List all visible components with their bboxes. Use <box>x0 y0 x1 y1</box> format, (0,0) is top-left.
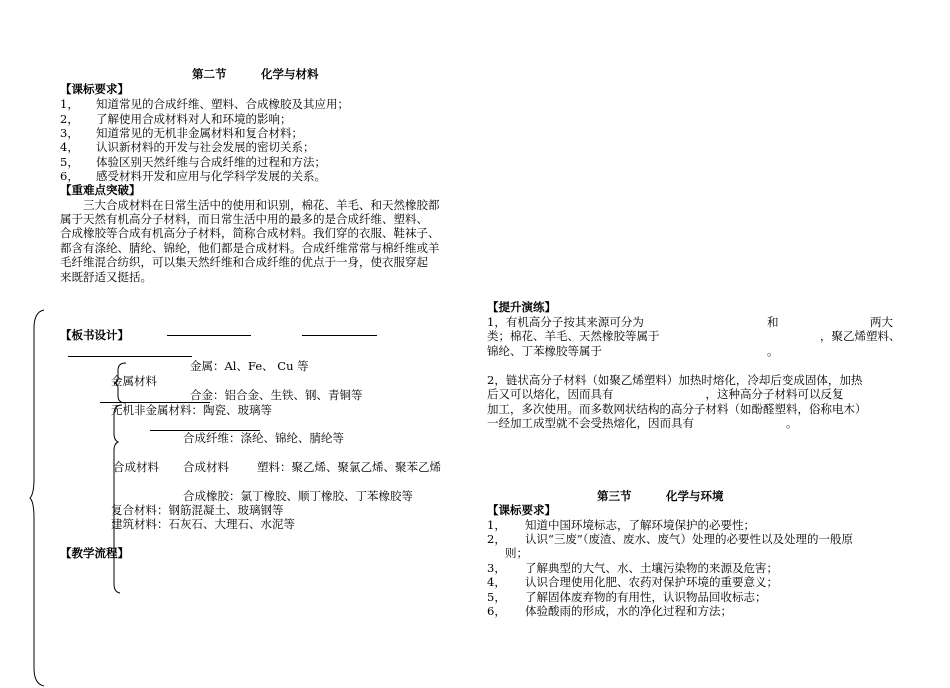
list-item: 3， 知道常见的无机非金属材料和复合材料； <box>60 126 303 140</box>
list-item: 1， 知道常见的合成纤维、塑料、合成橡胶及其应用； <box>60 97 349 111</box>
q1-line3-text: 锦纶、丁苯橡胶等属于 <box>487 344 602 358</box>
list-item: 2， 了解使用合成材料对人和环境的影响； <box>60 112 292 126</box>
list-item: 3， 了解典型的大气、水、土壤污染物的来源及危害； <box>487 561 778 575</box>
process-heading: 【教学流程】 <box>60 546 129 560</box>
diagram-line <box>68 356 192 357</box>
list-item: 1， 知道中国环境标志，了解环境保护的必要性； <box>487 518 755 532</box>
q1-line3-tail: 。 <box>767 344 779 358</box>
q1-two-text: 两大 <box>870 315 893 329</box>
nonmetal-text: 无机非金属材料：陶瓷、玻璃等 <box>111 403 272 417</box>
q2-line: 加工，多次使用。而多数网状结构的高分子材料（如酚醛塑料，俗称电木） <box>487 402 867 416</box>
list-item: 6， 感受材料开发和应用与化学科学发展的关系。 <box>60 169 326 183</box>
paragraph-line: 来既舒适又挺括。 <box>60 270 152 284</box>
list-item: 则； <box>505 546 528 560</box>
paragraph-line: 属于天然有机高分子材料，而日常生活中用的最多的是合成纤维、塑料、 <box>60 212 428 226</box>
list-item: 4， 认识新材料的开发与社会发展的密切关系； <box>60 140 315 154</box>
paragraph-line: 三大合成材料在日常生活中的使用和识别，棉花、羊毛、和天然橡胶都 <box>60 198 440 212</box>
list-item: 2， 认识“三废”（废渣、废水、废气）处理的必要性以及处理的一般原 <box>487 532 854 546</box>
section3-requirements-heading: 【课标要求】 <box>487 503 556 517</box>
practice-heading: 【提升演练】 <box>487 300 556 314</box>
composite-text: 复合材料：钢筋混凝土、玻璃钢等 <box>111 503 284 517</box>
q1-line2-tail: ，聚乙烯塑料、 <box>820 329 901 343</box>
paragraph-line: 都含有涤纶、腈纶、锦纶，他们都是合成材料。合成纤维常常与棉纤维或羊 <box>60 241 440 255</box>
list-item: 5， 体验区别天然纤维与合成纤维的过程和方法； <box>60 155 326 169</box>
metal-material-label: 金属材料 <box>111 374 157 388</box>
alloy-text: 合金：铝合金、生铁、钢、青铜等 <box>190 388 363 402</box>
list-item: 6， 体验酸雨的形成，水的净化过程和方法； <box>487 604 732 618</box>
building-text: 建筑材料：石灰石、大理石、水泥等 <box>111 517 295 531</box>
list-item: 4， 认识合理使用化肥、农药对保护环境的重要意义； <box>487 575 778 589</box>
synthetic-sub-label: 合成材料 <box>183 460 229 474</box>
section3-title: 第三节 化学与环境 <box>597 489 724 503</box>
q1-and-text: 和 <box>767 315 779 329</box>
fiber-text: 合成纤维：涤纶、锦纶、腈纶等 <box>183 431 344 445</box>
synthetic-material-label: 合成材料 <box>113 460 159 474</box>
requirements-heading: 【课标要求】 <box>60 82 129 96</box>
section-title: 第二节 化学与材料 <box>192 67 319 81</box>
q2-line: 2，链状高分子材料（如聚乙烯塑料）加热时熔化，冷却后变成固体，加热 <box>487 373 863 387</box>
q2-line: 后又可以熔化，因而具有 ，这种高分子材料可以反复 <box>487 387 844 401</box>
paragraph-line: 合成橡胶等合成有机高分子材料，简称合成材料。我们穿的衣服、鞋袜子、 <box>60 226 440 240</box>
board-heading: 【板书设计】 <box>60 328 129 342</box>
q1-line2-text: 类；棉花、羊毛、天然橡胶等属于 <box>487 329 660 343</box>
plastic-text: 塑料：聚乙烯、聚氯乙烯、聚苯乙烯 <box>257 460 441 474</box>
blank-line <box>167 335 251 336</box>
paragraph-line: 毛纤维混合纺织，可以集天然纤维和合成纤维的优点于一身，使衣服穿起 <box>60 255 428 269</box>
outer-brace <box>28 308 48 688</box>
metal-text: 金属：Al、Fe、 Cu 等 <box>190 359 309 373</box>
rubber-text: 合成橡胶：氯丁橡胶、顺丁橡胶、丁苯橡胶等 <box>183 489 413 503</box>
synthetic-brace <box>110 404 124 594</box>
blank-line <box>302 335 377 336</box>
list-item: 5， 了解固体废弃物的有用性，认识物品回收标志； <box>487 590 767 604</box>
q1-line1-text: 1，有机高分子按其来源可分为 <box>487 315 644 329</box>
difficulty-heading: 【重难点突破】 <box>60 183 141 197</box>
q2-line: 一经加工成型就不会受热熔化，因而具有 。 <box>487 416 798 430</box>
